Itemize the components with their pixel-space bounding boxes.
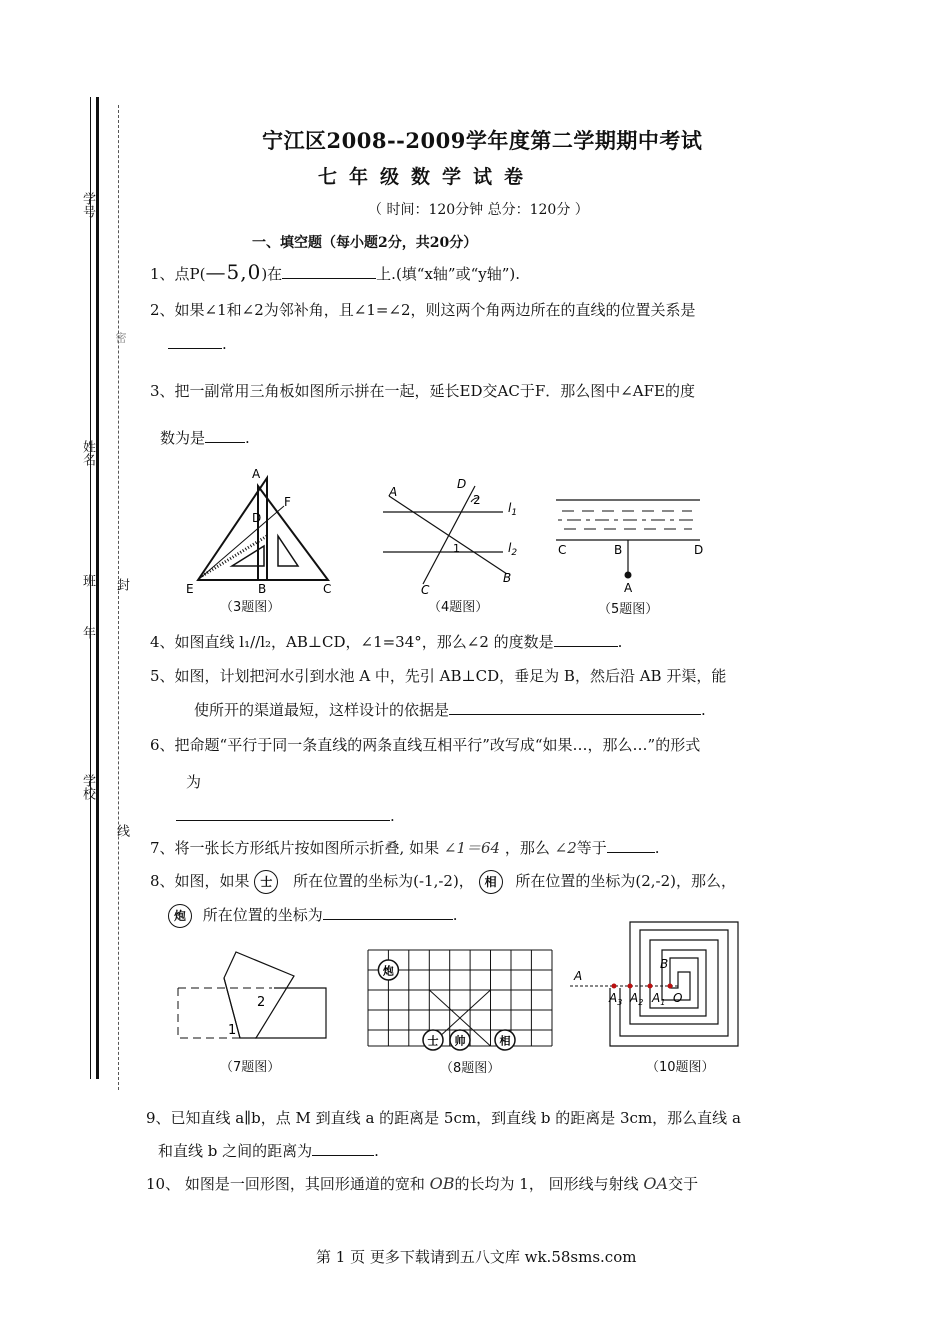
q1-answer-blank[interactable] — [282, 264, 376, 279]
q1-text-c: 上.(填“x轴”或“y轴”). — [376, 265, 521, 283]
fig10-label-a: A — [574, 969, 583, 983]
question-3: 3、把一副常用三角板如图所示拼在一起，延长ED交AC于F．那么图中∠AFE的度 — [150, 382, 695, 400]
q10-ob: OB — [429, 1174, 455, 1193]
fig10-point-o — [668, 984, 673, 989]
question-2: 2、如果∠1和∠2为邻补角，且∠1=∠2，则这两个角两边所在的直线的位置关系是 — [150, 301, 696, 319]
q5-answer-line — [194, 700, 706, 720]
fig4-label-c: C — [421, 583, 430, 597]
q10-text-c: 交于 — [668, 1175, 699, 1193]
figure-4-parallel-lines — [375, 472, 535, 597]
seal-char-xian: 线 — [114, 824, 129, 837]
q6-end: . — [390, 807, 395, 825]
fig10-point-a2 — [628, 984, 633, 989]
fig3-inner-triangle-2 — [278, 536, 298, 566]
q6-text-b: 为 — [186, 773, 202, 791]
figure-8-chessboard — [364, 946, 556, 1056]
fig3-label-b: B — [258, 582, 267, 596]
fig10-point-a3 — [612, 984, 617, 989]
fig5-caption: （5题图） — [598, 602, 659, 617]
fig3-label-f: F — [284, 495, 291, 509]
fig4-label-a: A — [389, 485, 398, 499]
chess-piece-xiang-icon: 相 — [479, 870, 503, 894]
exam-subtitle: 七年级数学试卷 — [318, 166, 536, 188]
fig5-label-b: B — [614, 543, 623, 557]
chess-piece-pao-icon: 炮 — [168, 904, 192, 928]
fig4-line-ab — [389, 496, 507, 574]
q5-answer-blank[interactable] — [449, 700, 701, 715]
figure-10-spiral — [566, 916, 746, 1052]
fig8-piece-xiang-label: 相 — [499, 1034, 511, 1048]
fig7-solid-rect — [255, 988, 326, 1038]
seal-char-mi: 密 — [114, 332, 127, 343]
q8-text-b: 所在位置的坐标为(-1,-2)， — [293, 872, 474, 890]
exam-title: 宁江区2008--2009学年度第二学期期中考试 — [262, 128, 703, 153]
q4-text: 4、如图直线 l₁//l₂，AB⊥CD，∠1=34°，那么∠2 的度数是 — [150, 633, 554, 651]
q8-line-2 — [168, 904, 458, 928]
question-8 — [150, 870, 736, 894]
q4-answer-blank[interactable] — [554, 632, 618, 647]
margin-label-student-id: 学号 — [80, 192, 95, 218]
fig7-label-1: 1 — [228, 1023, 237, 1038]
seal-char-feng: 封 — [114, 578, 129, 591]
binding-line-thick — [96, 97, 99, 1079]
q3-text-b: 数为是 — [160, 429, 206, 447]
seal-dashed-line — [118, 105, 119, 1090]
figure-7-folded-paper — [170, 948, 335, 1048]
q7-answer-blank[interactable] — [607, 838, 655, 853]
question-5: 5、如图，计划把河水引到水池 A 中，先引 AB⊥CD，垂足为 B，然后沿 AB 开渠，能 — [150, 667, 727, 685]
question-9: 9、已知直线 a∥b，点 M 到直线 a 的距离是 5cm，到直线 b 的距离是 3cm，那么直线 a — [146, 1109, 741, 1127]
margin-label-name: 姓名 — [80, 440, 95, 466]
fig5-label-d: D — [694, 543, 704, 557]
figure-3-set-squares — [180, 466, 345, 596]
page-footer: 第 1 页 更多下载请到五八文库 wk.58sms.com — [316, 1248, 637, 1266]
question-1 — [150, 262, 520, 284]
fig3-label-c: C — [323, 582, 332, 596]
fig10-label-a2: $A_2$ — [630, 991, 644, 1007]
question-4 — [150, 632, 622, 652]
q10-text-b: 的长均为 1， 回形线与射线 — [454, 1175, 639, 1193]
fig8-piece-shi-label: 士 — [427, 1034, 439, 1048]
q7-text-b: ，那么 — [504, 839, 550, 857]
question-7 — [150, 838, 660, 858]
fig3-caption: （3题图） — [220, 600, 281, 615]
q5-end: . — [701, 701, 706, 719]
q9-answer-blank[interactable] — [312, 1141, 374, 1156]
fig3-label-a: A — [252, 467, 261, 481]
q8-answer-blank[interactable] — [323, 905, 453, 920]
fig4-label-l2: $l_2$ — [508, 541, 518, 558]
question-10 — [146, 1174, 698, 1194]
q8-text-d: 所在位置的坐标为 — [202, 906, 323, 924]
q5-text-b: 使所开的渠道最短，这样设计的依据是 — [194, 701, 450, 719]
q1-text-b: )在 — [261, 265, 283, 283]
q7-text-c: 等于 — [576, 839, 607, 857]
q3-answer-line — [160, 428, 250, 448]
fig8-caption: （8题图） — [440, 1061, 501, 1076]
fig5-label-c: C — [558, 543, 567, 557]
q3-answer-blank[interactable] — [205, 428, 245, 443]
fig4-label-1: 1 — [453, 542, 460, 555]
q6-answer-blank[interactable] — [176, 806, 390, 821]
fig10-label-o: O — [673, 991, 683, 1005]
margin-label-grade: 年 — [80, 626, 95, 639]
fig10-label-b: B — [660, 957, 669, 971]
q9-answer-line — [158, 1141, 379, 1161]
margin-label-class: 班 — [80, 574, 95, 587]
fig4-label-2: 2 — [473, 493, 481, 507]
q7-angle2: ∠2 — [554, 839, 577, 857]
fig8-piece-shuai-label: 帅 — [454, 1034, 466, 1048]
q7-end: . — [654, 839, 660, 857]
q2-answer-line — [168, 334, 227, 354]
fig4-label-b: B — [503, 571, 512, 585]
margin-field-student-id — [90, 150, 91, 190]
margin-label-school: 学校 — [80, 774, 95, 800]
q8-end: . — [452, 906, 458, 924]
q4-end: . — [617, 633, 623, 651]
figure-5-river — [552, 494, 712, 598]
q1-coord: —5,0 — [205, 260, 262, 284]
q7-angle: ∠1＝64 — [443, 839, 501, 857]
fig4-line-cd — [423, 486, 475, 584]
fig10-label-a3: $A_3$ — [609, 991, 623, 1007]
q9-text-b: 和直线 b 之间的距离为 — [158, 1142, 313, 1160]
fig4-label-d: D — [457, 477, 467, 491]
fig10-point-a1 — [648, 984, 653, 989]
q2-answer-blank[interactable] — [168, 334, 222, 349]
fig5-point-a — [625, 572, 632, 579]
fig10-caption: （10题图） — [646, 1060, 715, 1075]
question-6: 6、把命题“平行于同一条直线的两条直线互相平行”改写成“如果…，那么…”的形式 — [150, 736, 701, 754]
fig5-label-a: A — [624, 581, 633, 595]
binding-line-thin — [90, 97, 91, 1079]
q1-text-a: 1、点P( — [150, 265, 206, 283]
fig3-label-d: D — [252, 511, 262, 525]
q8-text-a: 8、如图，如果 — [150, 872, 250, 890]
fig7-label-2: 2 — [257, 995, 266, 1010]
fig4-label-l1: $l_1$ — [508, 501, 518, 518]
q7-text-a: 7、将一张长方形纸片按如图所示折叠, 如果 — [150, 839, 440, 857]
q3-end: . — [245, 429, 250, 447]
chess-piece-shi-icon: 士 — [254, 870, 278, 894]
fig10-label-a1: $A_1$ — [652, 991, 666, 1007]
fig3-label-e: E — [186, 582, 194, 596]
q6-answer-line — [176, 806, 395, 826]
fig3-inner-triangle-1 — [232, 546, 264, 566]
q10-text-a: 10、 如图是一回形图，其回形通道的宽和 — [146, 1175, 425, 1193]
q2-end: . — [222, 335, 227, 353]
section-heading: 一、填空题（每小题2分，共20分） — [252, 235, 478, 251]
fig4-caption: （4题图） — [428, 600, 489, 615]
q8-text-c: 所在位置的坐标为(2,-2)，那么， — [515, 872, 737, 890]
q9-end: . — [374, 1142, 379, 1160]
fig8-piece-pao-label: 炮 — [382, 964, 394, 978]
exam-info: （ 时间：120分钟 总分：120分 ） — [368, 202, 589, 218]
q10-oa: OA — [643, 1174, 669, 1193]
fig7-caption: （7题图） — [220, 1060, 281, 1075]
